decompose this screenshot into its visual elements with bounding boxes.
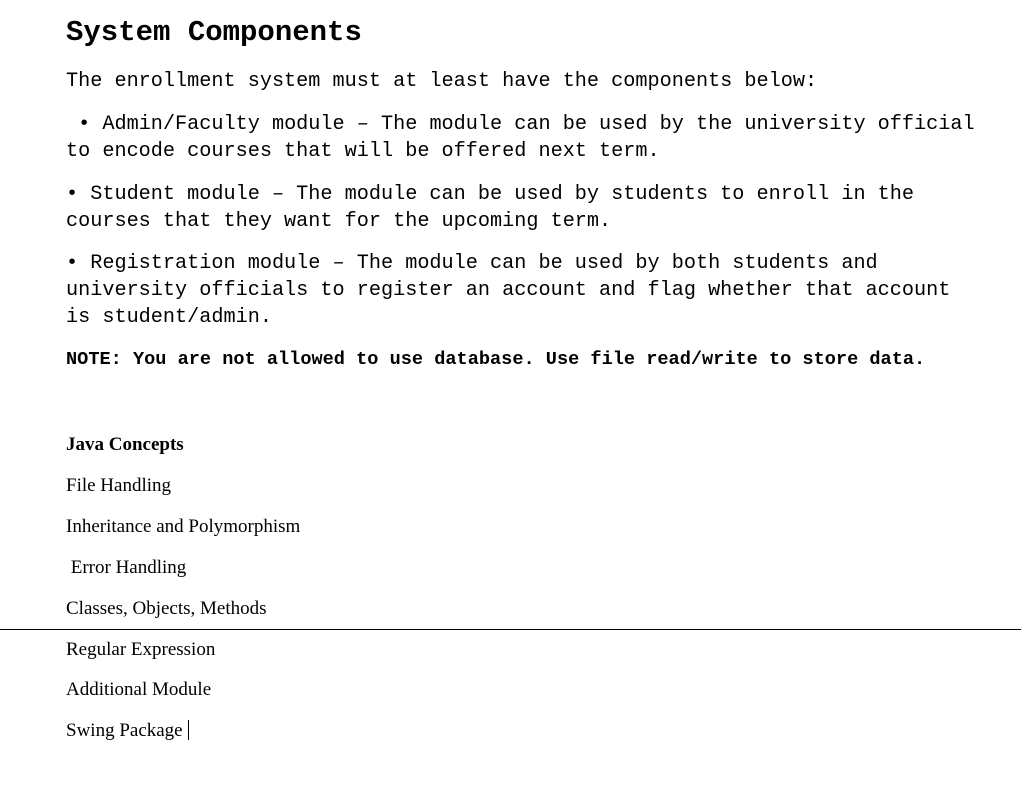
section-heading: System Components	[66, 16, 362, 49]
note-paragraph: NOTE: You are not allowed to use database. Use file read/write to store data.	[66, 349, 926, 370]
concept-item: File Handling	[66, 475, 172, 496]
concept-item: Regular Expression	[66, 639, 216, 660]
concept-item: Classes, Objects, Methods	[66, 598, 267, 619]
concept-item: Inheritance and Polymorphism	[66, 516, 301, 537]
text-cursor	[188, 720, 189, 740]
intro-paragraph: The enrollment system must at least have the components below:	[66, 70, 818, 93]
concepts-title: Java Concepts	[66, 434, 184, 455]
concept-item: Error Handling	[66, 557, 187, 578]
module-item-student: • Student module – The module can be used by students to enroll in the courses that they want for the upcoming term.	[66, 183, 915, 233]
module-item-registration: • Registration module – The module can be used by both students and university officials to register an account and flag whether that account is student/admin.	[66, 252, 951, 329]
concept-item-label: Swing Package	[66, 720, 183, 741]
module-item-admin: • Admin/Faculty module – The module can be used by the university official to encode courses that will be offered next term.	[66, 113, 987, 163]
page-break-line	[0, 629, 1021, 630]
concept-item: Additional Module	[66, 679, 212, 700]
concept-item-last[interactable]	[66, 719, 189, 743]
